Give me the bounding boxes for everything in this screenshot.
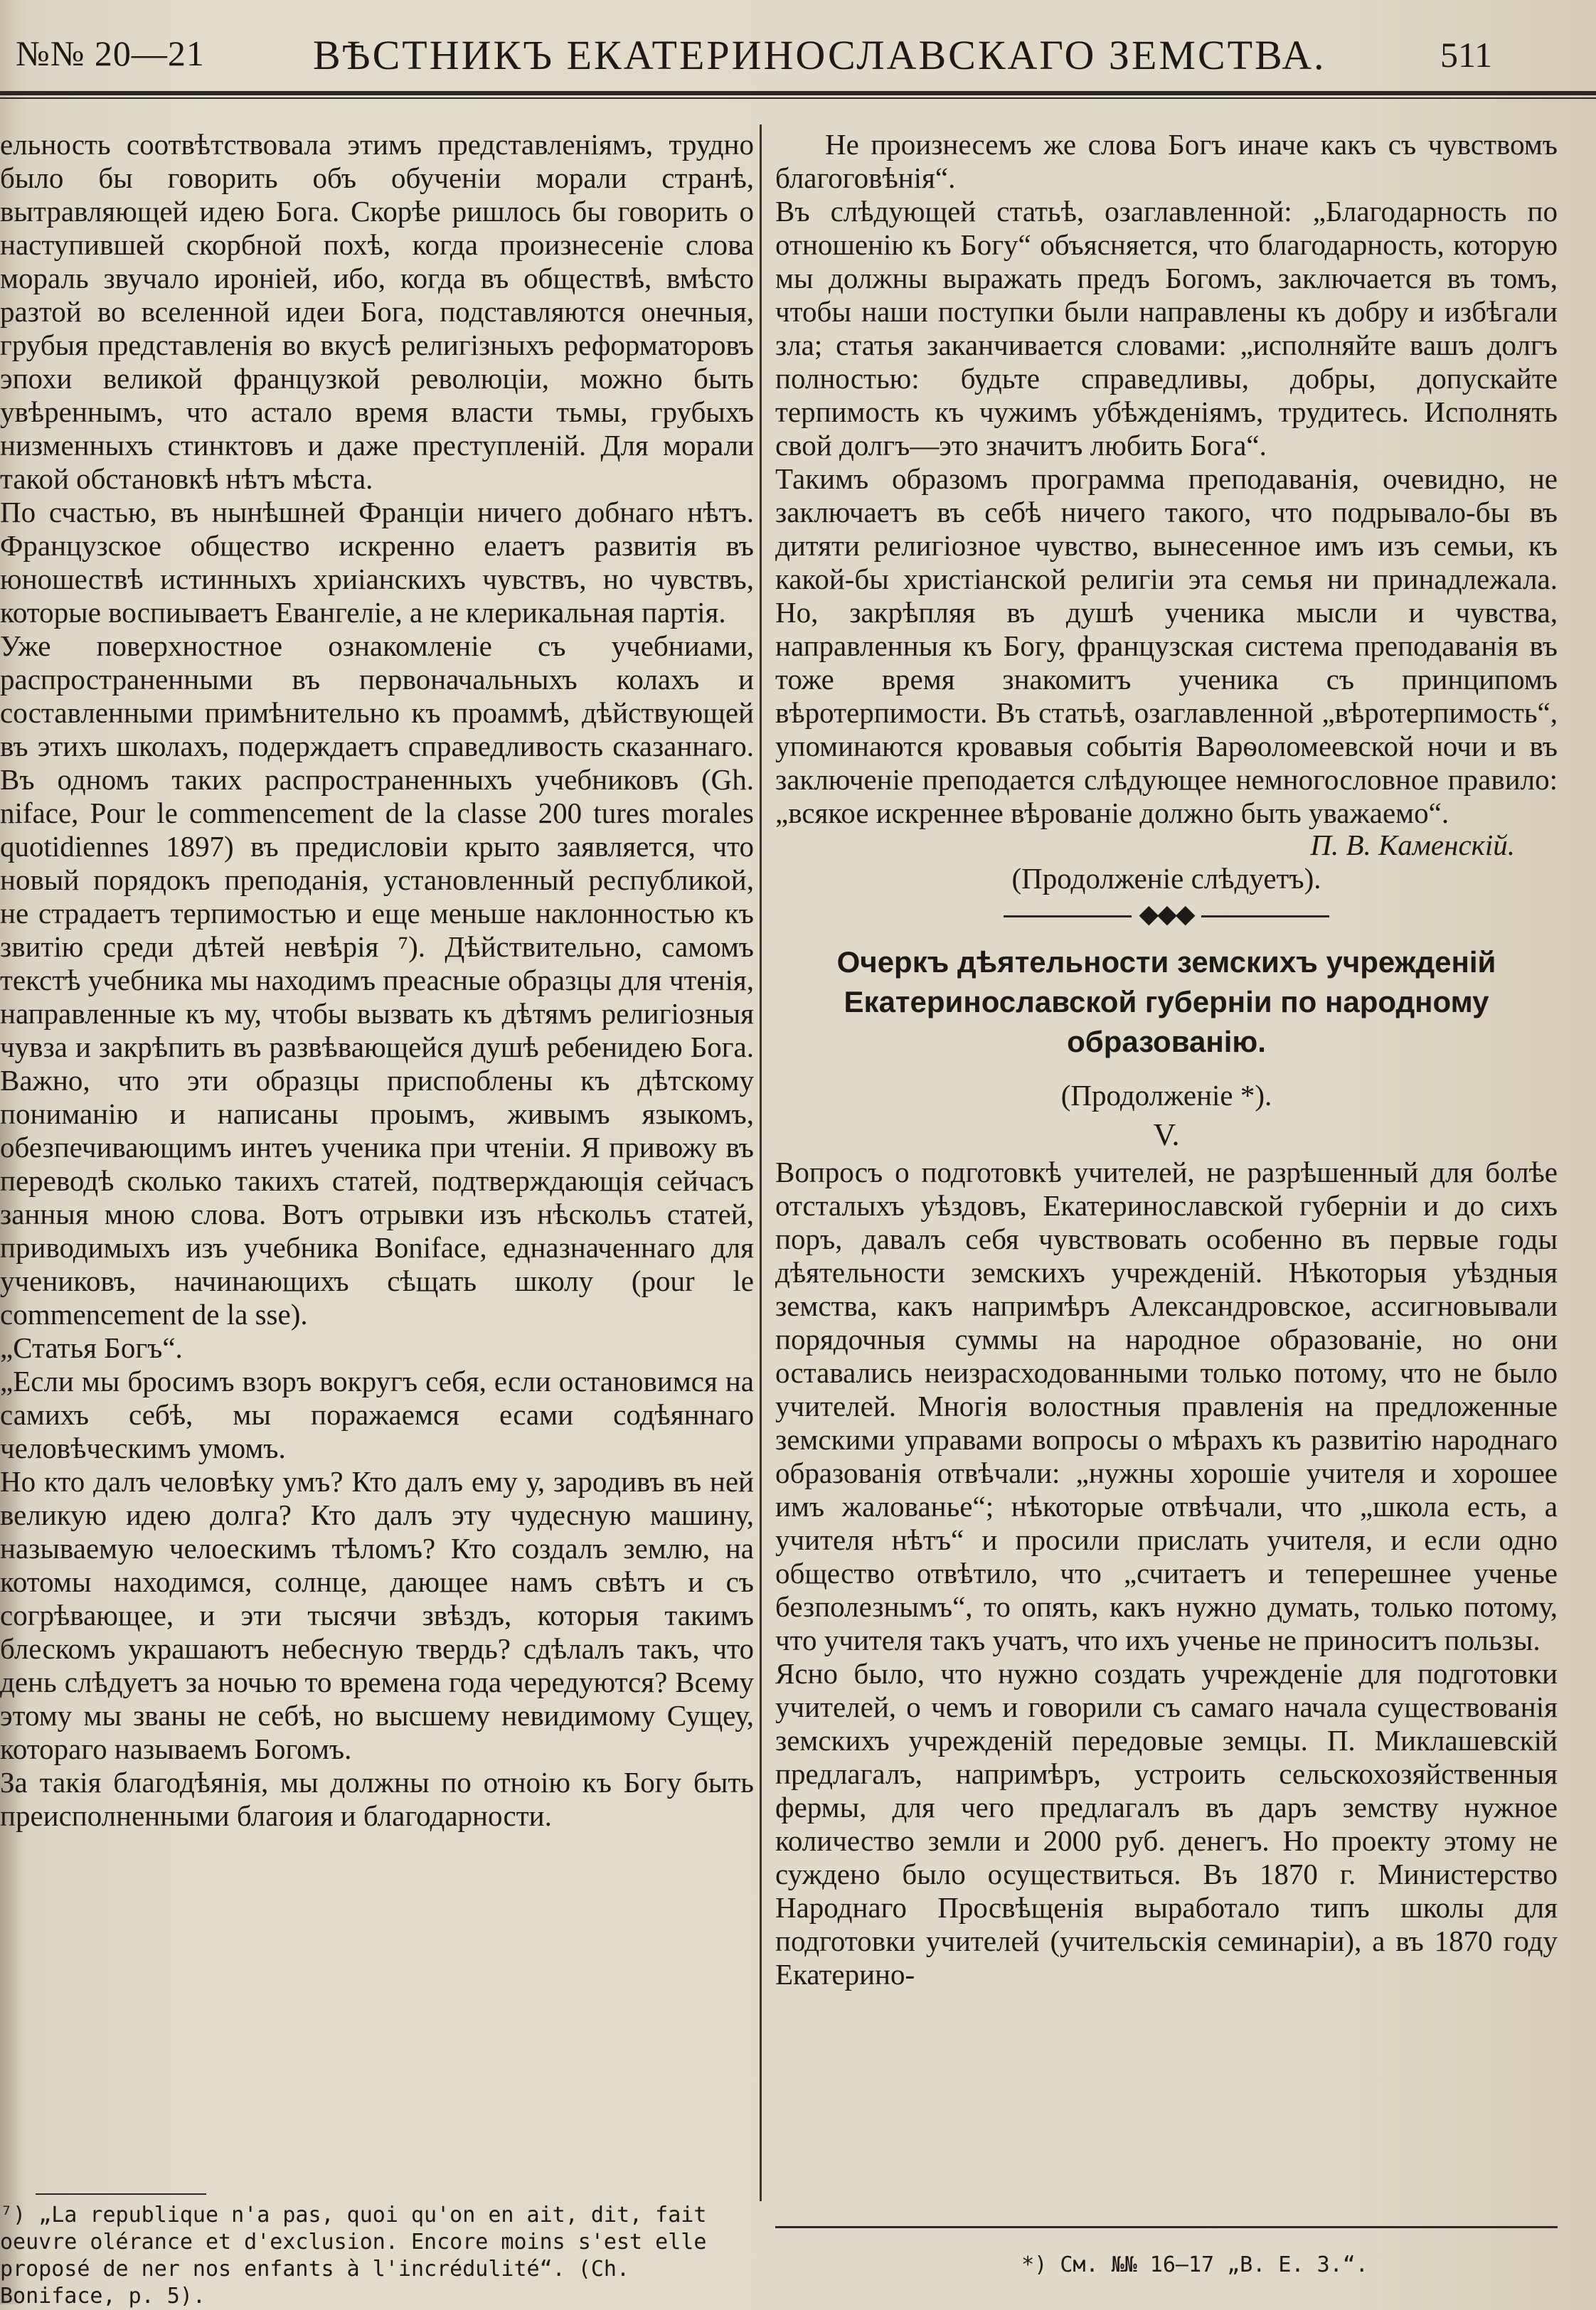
footnote-text: ⁷) „La republique n'a pas, quoi qu'on en ait, dit, fait oeuvre olérance et d'exclusion. Encore moins s'est elle proposé de ner nos enfants à l'incrédulité“. (Ch. Boniface, p. 5). [0, 2203, 707, 2309]
paragraph: По счастью, въ нынѣшней Франціи ничего добнаго нѣтъ. Французское общество искренно елаетъ развитія въ юношествѣ истинныхъ хриіанскихъ чувствъ, но чувствъ, которые воспиываетъ Евангеліе, а не клерикальная партія. [0, 496, 754, 629]
right-footnote [839, 2247, 1550, 2279]
ornament-glyph: ◆◆◆ [1139, 900, 1194, 928]
ornament-line [1201, 915, 1329, 917]
section-number: V. [1153, 1117, 1180, 1152]
footnote-rule [36, 2193, 206, 2195]
article-title: Очеркъ дѣятельности земскихъ учрежденій Екатеринославской губерніи по народному образованію. [836, 945, 1496, 1058]
header-rule [0, 91, 1596, 95]
ornament-divider [775, 900, 1558, 928]
ornament-line [1004, 915, 1132, 917]
column-divider [760, 124, 762, 2201]
footnote-rule [775, 2226, 1558, 2228]
paragraph: Такимъ образомъ программа преподаванія, очевидно, не заключаетъ въ себѣ ничего такого, что подрывало-бы въ дитяти религіозное чувство, вынесенное имъ изъ семьи, къ какой-бы христіанской религіи эта семья ни принадлежала. Но, закрѣпляя въ душѣ ученика мысли и чувства, направленныя къ Богу, французская система преподаванія въ тоже время знакомитъ ученика съ принципомъ вѣротерпимости. Въ статьѣ, озаглавленной „вѣротерпимость“, упоминаются кровавыя событія Варѳоломеевской ночи и въ заключеніе преподается слѣдующее немногословное правило: „всякое искреннее вѣрованіе должно быть уважаемо“. [775, 462, 1558, 829]
paragraph: Не произнесемъ же слова Богъ иначе какъ съ чувствомъ благоговѣнія“. [775, 128, 1558, 194]
paragraph: Въ слѣдующей статьѣ, озаглавленной: „Благодарность по отношенію къ Богу“ объясняется, что благодарность, которую мы должны выражать предъ Богомъ, заключается въ томъ, чтобы наши поступки были направлены къ добру и избѣгали зла; статья заканчивается словами: „исполняйте вашъ долгъ полностью: будьте справедливы, добры, допускайте терпимость къ чужимъ убѣжденіямъ, трудитесь. Исполнять свой долгъ—это значитъ любить Бога“. [775, 195, 1558, 462]
continued-note: (Продолженіе слѣдуетъ). [1011, 862, 1321, 895]
quote-title: „Статья Богъ“. [0, 1331, 183, 1364]
footnote-text: *) См. №№ 16—17 „В. Е. З.“. [1021, 2252, 1368, 2277]
paragraph: Ясно было, что нужно создать учрежденіе для подготовки учителей, о чемъ и говорили съ самаго начала существованія земскихъ учрежденій передовые земцы. П. Миклашевскій предлагалъ, напримѣръ, устроить сельскохозяйственныя фермы, для чего предлагалъ въ даръ земству нужное количество земли и 2000 руб. денегъ. Но проекту этому не суждено было осуществиться. Въ 1870 г. Министерство Народнаго Просвѣщенія выработало типъ школы для подготовки учителей (учительскія семинаріи), а въ 1870 году Екатерино- [775, 1657, 1558, 1991]
paragraph: Уже поверхностное ознакомленіе съ учебниами, распространенными въ первоначальныхъ колахъ и составленными примѣнительно къ проаммѣ, дѣйствующей въ этихъ школахъ, подерждаетъ справедливость сказаннаго. Въ одномъ таких распространенныхъ учебниковъ (Gh. niface, Pour le commencement de la classe 200 tures morales quotidiennes 1897) въ предисловіи крыто заявляется, что новый порядокъ преподанія, установленный республикой, не страдаетъ терпимостью и еще меньше наклонностью къ звитію среди дѣтей невѣрія ⁷). Дѣйствительно, самомъ текстѣ учебника мы находимъ преасные образцы для чтенія, направленные къ му, чтобы вызвать къ дѣтямъ религіозныя чувза и закрѣпить въ развѣвающейся душѣ ребенидею Бога. Важно, что эти образцы приспоблены къ дѣтскому пониманію и написаны проымъ, живымъ языкомъ, обезпечивающимъ интеъ ученика при чтеніи. Я привожу въ переводѣ сколько такихъ статей, подтверждающія сейчасъ занныя мною слова. Вотъ отрывки изъ нѣскольъ статей, приводимыхъ изъ учебника Boniface, едназначеннаго для учениковъ, начинающихъ сѣщать школу (pour le commencement de la sse). [0, 629, 754, 1331]
issue-number: №№ 20—21 [16, 33, 205, 73]
left-footnote [0, 2193, 754, 2310]
left-column [0, 128, 754, 1833]
header-rule-thin [0, 97, 1596, 99]
article-continued: (Продолженіе *). [1060, 1079, 1272, 1112]
page-header [0, 0, 1596, 107]
paragraph: ельность соотвѣтствовала этимъ представленіямъ, трудно было бы говорить объ обученіи морали странѣ, вытравляющей идею Бога. Скорѣе ришлось бы говорить о наступившей скорбной похѣ, когда произнесеніе слова мораль звучало ироніей, ибо, когда въ обществѣ, вмѣсто разтой во вселенной идеи Бога, подставляются онечныя, грубыя представленія во вкусѣ религізныхъ реформаторовъ эпохи великой французкой революціи, можно быть увѣреннымъ, что астало время власти тьмы, грубыхъ низменныхъ стинктовъ и даже преступленій. Для морали такой обстановкѣ нѣтъ мѣста. [0, 128, 754, 495]
quote-paragraph: За такія благодѣянія, мы должны по отноію къ Богу быть преисполненными благоия и благодарности. [0, 1766, 754, 1832]
page-number: 511 [1440, 35, 1493, 75]
author-signature: П. В. Каменскій. [1310, 829, 1515, 861]
quote-paragraph: Но кто далъ человѣку умъ? Кто далъ ему у, зародивъ въ ней великую идею долга? Кто далъ эту чудесную машину, называемую челоескимъ тѣломъ? Кто создалъ землю, на котомы находимся, солнце, дающее намъ свѣтъ и съ согрѣвающее, и эти тысячи звѣздъ, которыя такимъ блескомъ украшаютъ небесную твердь? сдѣлалъ такъ, что день слѣдуетъ за ночью то времена года чередуются? Всему этому мы званы не себѣ, но высшему невидимому Сущеу, котораго называемъ Богомъ. [0, 1465, 754, 1765]
quote-paragraph: „Если мы бросимъ взоръ вокругъ себя, если остановимся на самихъ себѣ, мы поражаемся есами содѣяннаго человѣческимъ умомъ. [0, 1365, 754, 1464]
paragraph: Вопросъ о подготовкѣ учителей, не разрѣшенный для болѣе отсталыхъ уѣздовъ, Екатеринославской губерніи и до сихъ поръ, давалъ себя чувствовать особенно въ первые годы дѣятельности земскихъ учрежденій. Нѣкоторыя уѣздныя земства, какъ напримѣръ Александровское, ассигновывали порядочныя суммы на народное образованіе, но они оставались неизрасходованными только потому, что не было учителей. Многія волостныя правленія на предложенные земскими управами вопросы о мѣрахъ къ развитію народнаго образованія отвѣчали: „нужны хорошіе учителя и хорошее имъ жалованье“; нѣкоторые отвѣчали, что „школа есть, а учителя нѣтъ“ и просили прислать учителя, и если одно общество отвѣтило, что „считаетъ и теперешнее ученье безполезнымъ“, то опять, какъ нужно думать, только потому, что учителя такъ учатъ, что ихъ ученье не приноситъ пользы. [775, 1156, 1558, 1656]
right-column [775, 128, 1558, 1991]
journal-title: ВѢСТНИКЪ ЕКАТЕРИНОСЛАВСКАГО ЗЕМСТВА. [313, 32, 1326, 78]
